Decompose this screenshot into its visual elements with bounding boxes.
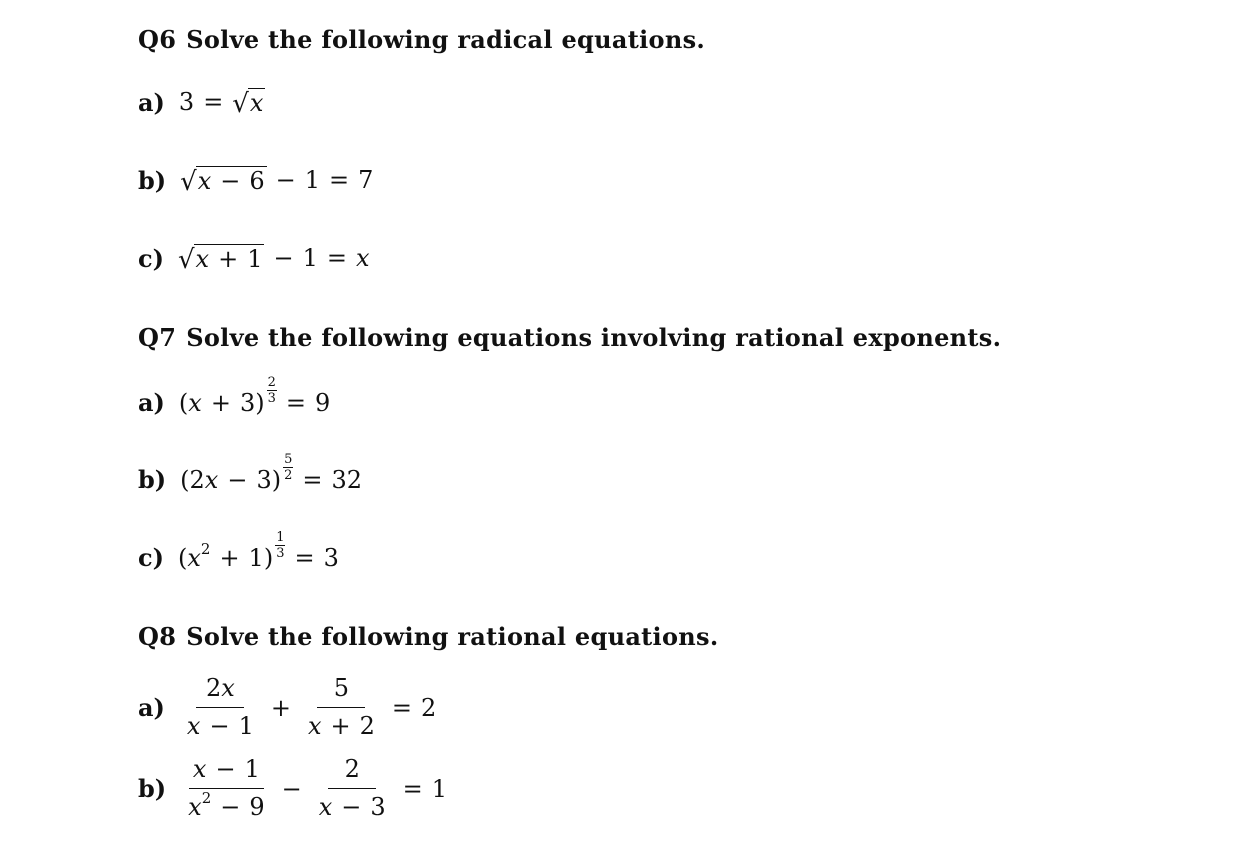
square-root: √ x − 6 <box>180 166 265 197</box>
part-label: b) <box>138 166 167 195</box>
fraction-exponent: $\frac{2}{3}$ <box>267 375 276 406</box>
question-6-heading <box>138 25 705 54</box>
q8-part-a <box>138 676 436 739</box>
part-label: b) <box>138 465 167 494</box>
part-label: c) <box>138 543 164 572</box>
question-7-heading <box>138 323 1001 352</box>
question-number: Q7 <box>138 323 177 352</box>
q6-part-a <box>138 88 265 117</box>
equation: ( x 2 + 1) $\frac{1}{3}$ = 3 <box>177 530 339 572</box>
question-number: Q8 <box>138 622 177 651</box>
question-title: Solve the following equations involving rational exponents. <box>186 323 1002 352</box>
equation: 2 x x − 1 + 5 x + 2 = 2 <box>179 676 436 739</box>
fraction-exponent: $\frac{5}{2}$ <box>284 452 293 483</box>
q7-part-c <box>138 530 339 572</box>
part-label: a) <box>138 693 165 723</box>
q8-part-b <box>138 757 447 820</box>
part-label: a) <box>138 88 165 117</box>
equation: ( x + 3) $\frac{2}{3}$ = 9 <box>178 375 331 417</box>
question-title: Solve the following rational equations. <box>186 622 719 651</box>
equation: x − 1 x 2 − 9 − 2 x − 3 = 1 <box>180 757 447 820</box>
question-number: Q6 <box>138 25 177 54</box>
q6-part-c <box>138 244 370 273</box>
fraction: 2 x x − 1 <box>186 674 254 741</box>
square-root: √ x + 1 <box>177 244 263 275</box>
equation: 3 = √ x <box>178 88 264 119</box>
square-root: √ x <box>232 88 264 119</box>
equation: √ x + 1 − 1 = x <box>177 244 370 275</box>
part-label: a) <box>138 388 165 417</box>
q6-part-b <box>138 166 373 195</box>
question-title: Solve the following radical equations. <box>186 25 706 54</box>
q7-part-b <box>138 452 363 494</box>
equation: (2 x − 3) $\frac{5}{2}$ = 32 <box>180 452 363 494</box>
fraction: 5 x + 2 <box>307 674 375 741</box>
q7-part-a <box>138 375 331 417</box>
equation: √ x − 6 − 1 = 7 <box>180 166 374 197</box>
part-label: c) <box>138 244 164 273</box>
fraction-exponent: $\frac{1}{3}$ <box>276 530 285 561</box>
part-label: b) <box>138 774 167 804</box>
fraction: 2 x − 3 <box>318 755 386 822</box>
question-8-heading <box>138 622 719 651</box>
fraction: x − 1 x 2 − 9 <box>188 755 265 822</box>
